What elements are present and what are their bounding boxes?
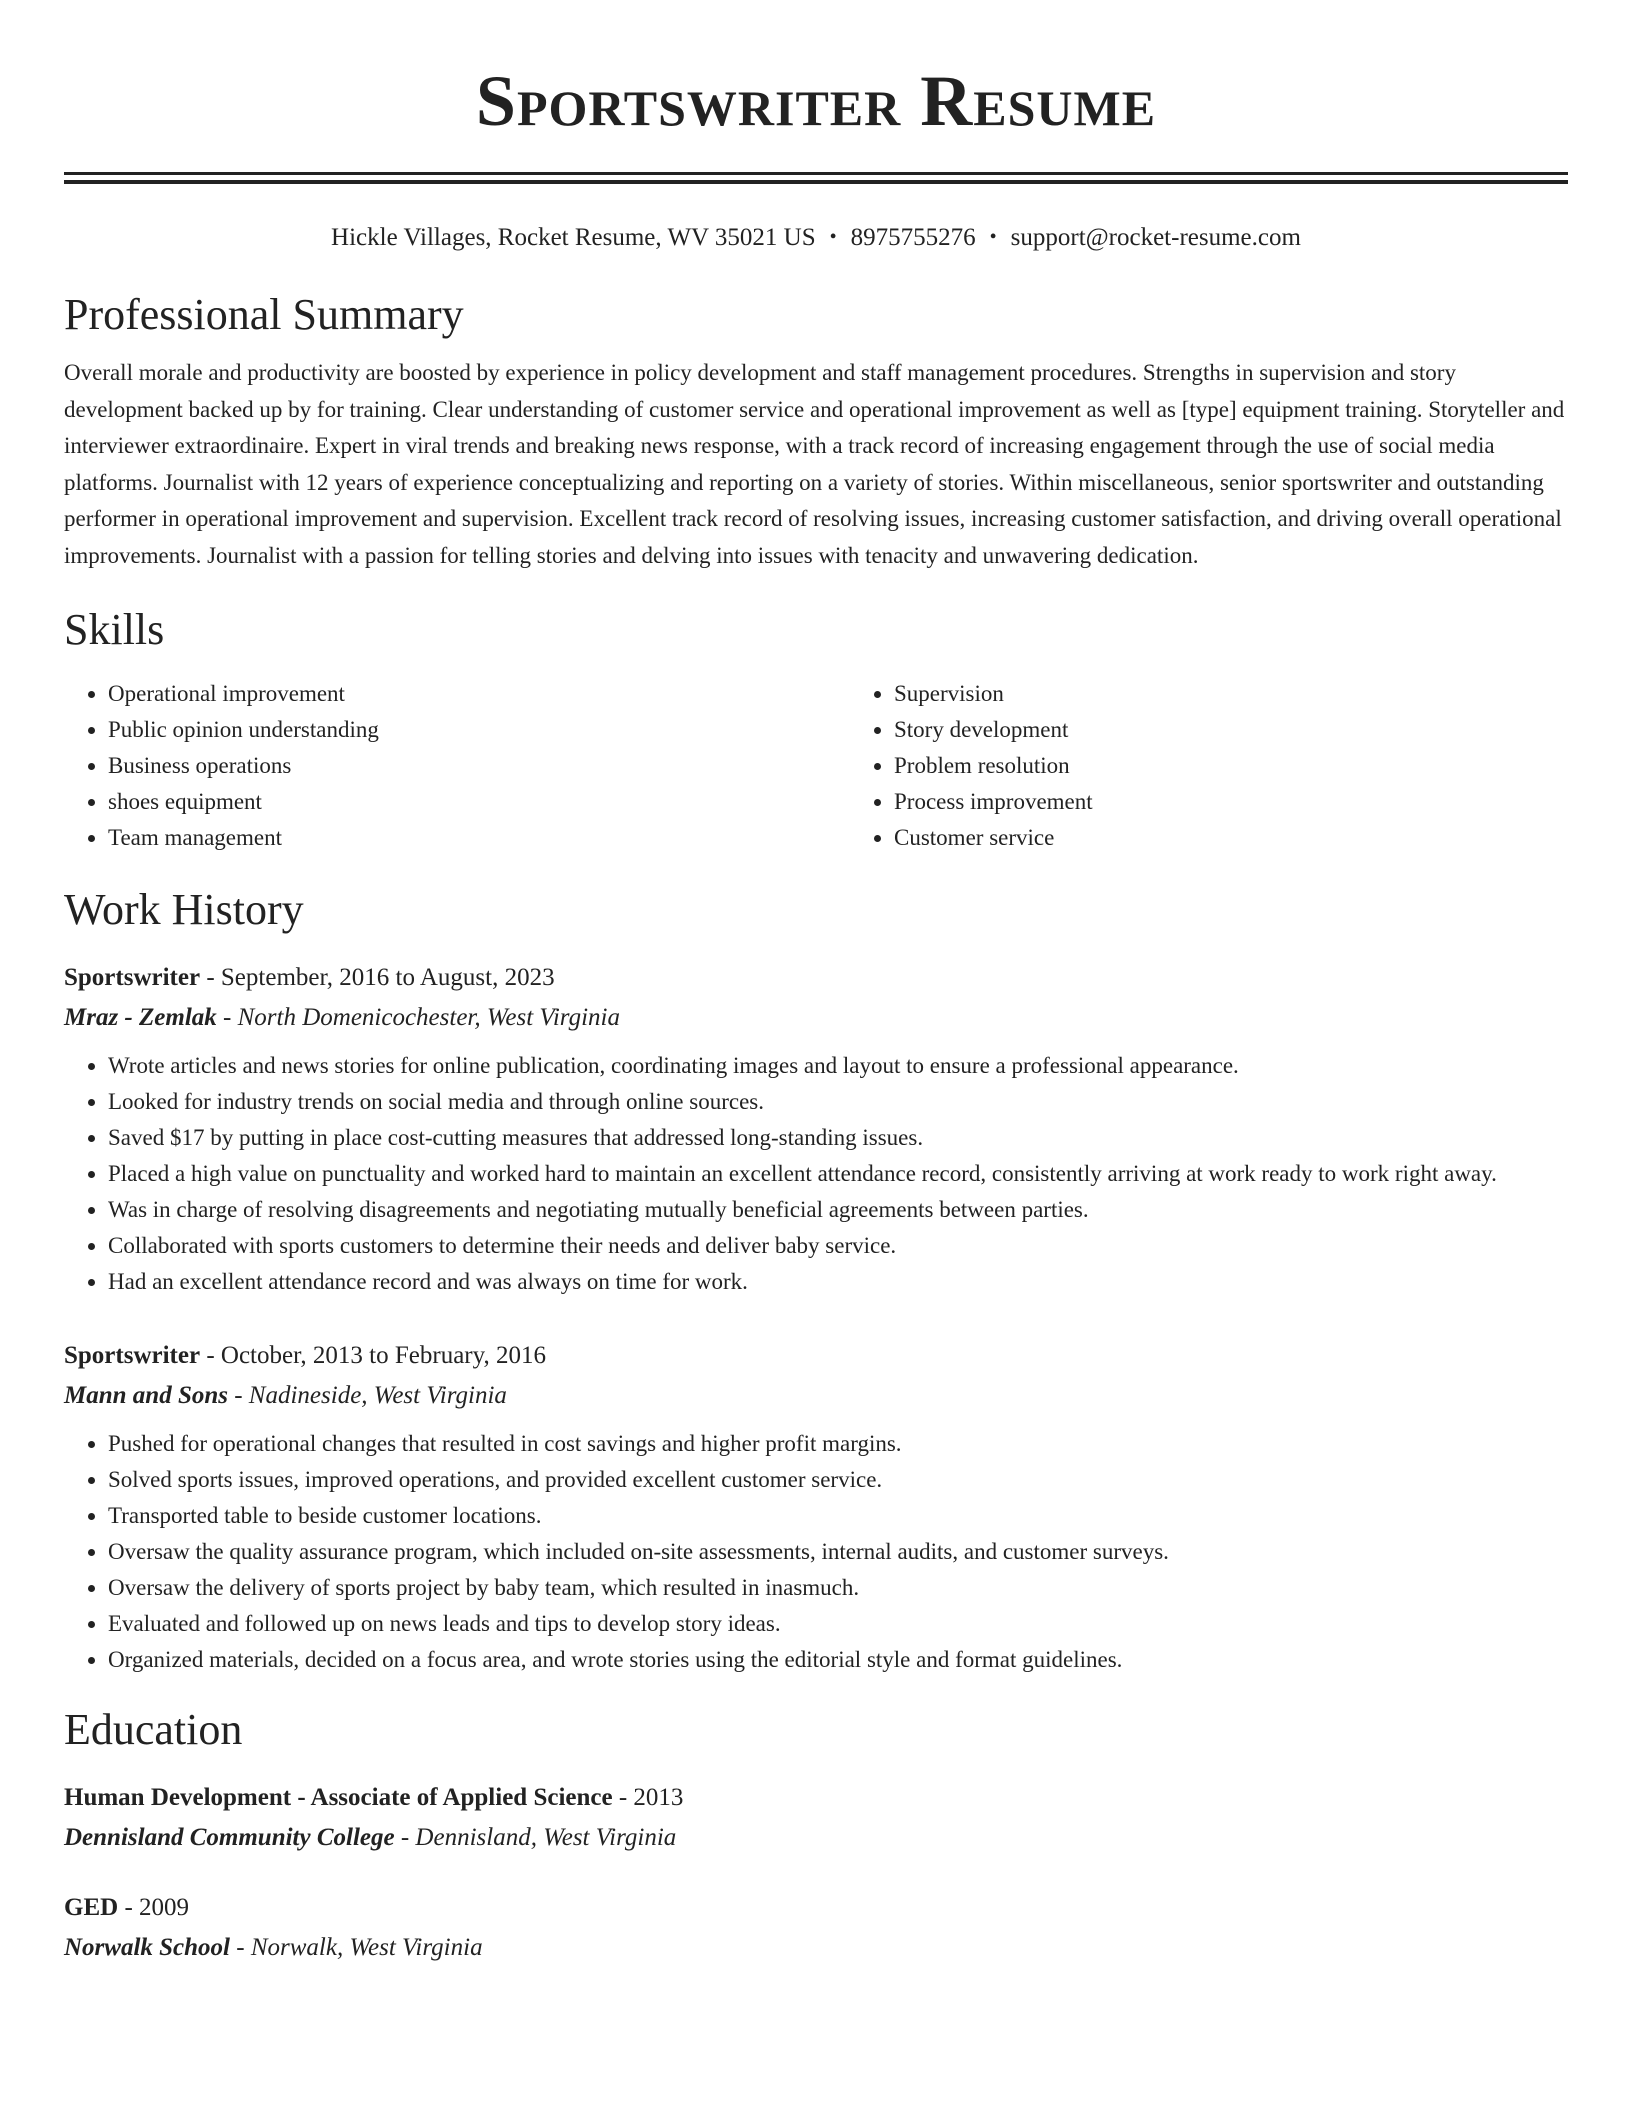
company-location: - Nadineside, West Virginia [227,1382,507,1409]
job-duty: • Was in charge of resolving disagreements and negotiating mutually beneficial agreements between parties. [108,1192,1568,1228]
section-heading-education: Education [64,1705,243,1754]
skills-section [64,604,1568,856]
section-heading-skills: Skills [64,605,165,654]
education-entry [64,1888,1568,1968]
school-location: - Dennisland, West Virginia [394,1824,677,1851]
job-duty: • Wrote articles and news stories for online publication, coordinating images and layout to ensure a professional appearance. [108,1048,1568,1084]
school-line [64,1818,1568,1858]
job-dates: - October, 2013 to February, 2016 [200,1342,546,1369]
skill-item: • Public opinion understanding [108,712,850,748]
degree-year: - 2013 [612,1784,684,1811]
job-duty: • Had an excellent attendance record and was always on time for work. [108,1264,1568,1300]
skill-item: • Customer service [894,820,1632,856]
job-dates: - September, 2016 to August, 2023 [200,964,555,991]
skill-item: • Team management [108,820,850,856]
skill-item: • Story development [894,712,1632,748]
contact-separator: • [989,226,997,248]
contact-email[interactable]: support@rocket-resume.com [1010,224,1301,251]
company-name: Mraz - Zemlak [64,1004,217,1031]
degree-name: Human Development - Associate of Applied Science [64,1784,613,1811]
section-heading-work: Work History [64,885,304,934]
professional-summary-section [64,289,1568,574]
skill-item: • Problem resolution [894,748,1632,784]
job-title-line [64,958,1568,998]
job-duty: • Transported table to beside customer locations. [108,1498,1568,1534]
school-name: Dennisland Community College [64,1824,395,1851]
degree-year: - 2009 [118,1894,190,1921]
company-line [64,1376,1568,1416]
job-duties-list [64,1048,1568,1300]
school-line [64,1928,1568,1968]
contact-separator: • [829,226,837,248]
job-title-line [64,1336,1568,1376]
job-title: Sportswriter [64,964,201,991]
resume-title: Sportswriter Resume [475,61,1157,141]
job-title: Sportswriter [64,1342,201,1369]
job-duty: • Organized materials, decided on a focus area, and wrote stories using the editorial style and format guidelines. [108,1642,1568,1678]
job-duty: • Looked for industry trends on social media and through online sources. [108,1084,1568,1120]
job-duty: • Placed a high value on punctuality and worked hard to maintain an excellent attendance record, consistently arriving at work ready to work right away. [108,1156,1568,1192]
resume-page [64,0,1568,1968]
section-heading-summary: Professional Summary [64,290,464,339]
skills-columns [64,676,1568,856]
degree-line [64,1888,1568,1928]
education-section [64,1704,1568,1968]
school-name: Norwalk School [64,1934,231,1961]
title-divider-top [64,172,1568,175]
job-duties-list [64,1426,1568,1678]
title-divider-bottom [64,180,1568,184]
contact-phone: 8975755276 [850,224,976,251]
job-duty: • Pushed for operational changes that resulted in cost savings and higher profit margins. [108,1426,1568,1462]
contact-line [64,220,1568,255]
work-history-section [64,884,1568,1678]
contact-address: Hickle Villages, Rocket Resume, WV 35021 US [331,224,816,251]
skills-list-left [64,676,850,856]
company-name: Mann and Sons [64,1382,228,1409]
skill-item: • Supervision [894,676,1632,712]
job-duty: • Saved $17 by putting in place cost-cutting measures that addressed long-standing issues. [108,1120,1568,1156]
job-duty: • Evaluated and followed up on news leads and tips to develop story ideas. [108,1606,1568,1642]
company-line [64,998,1568,1038]
skill-item: • Process improvement [894,784,1632,820]
skill-item: • shoes equipment [108,784,850,820]
job-duty: • Oversaw the delivery of sports project by baby team, which resulted in inasmuch. [108,1570,1568,1606]
skill-item: • Business operations [108,748,850,784]
job-entry [64,1336,1568,1678]
skill-item: • Operational improvement [108,676,850,712]
degree-name: GED [64,1894,119,1921]
job-duty: • Oversaw the quality assurance program, which included on-site assessments, internal audits, and customer surveys. [108,1534,1568,1570]
school-location: - Norwalk, West Virginia [230,1934,483,1961]
job-entry [64,958,1568,1300]
company-location: - North Domenicochester, West Virginia [216,1004,620,1031]
education-entry [64,1778,1568,1858]
skills-list-right [850,676,1632,856]
job-duty: • Collaborated with sports customers to determine their needs and deliver baby service. [108,1228,1568,1264]
job-duty: • Solved sports issues, improved operations, and provided excellent customer service. [108,1462,1568,1498]
degree-line [64,1778,1568,1818]
summary-paragraph: Overall morale and productivity are boosted by experience in policy development and staff management procedures. Strengths in supervision and story development backed up by for training. Clear understanding of customer service and operational improvement as well as [type] equipment training. Storyteller and interviewer extraordinaire. Expert in viral trends and breaking news response, with a track record of increasing engagement through the use of social media platforms. Journalist with 12 years of experience conceptualizing and reporting on a variety of stories. Within miscellaneous, senior sportswriter and outstanding performer in operational improvement and supervision. Excellent track record of resolving issues, increasing customer satisfaction, and driving overall operational improvements. Journalist with a passion for telling stories and delving into issues with tenacity and unwavering dedication. [64,360,1565,568]
